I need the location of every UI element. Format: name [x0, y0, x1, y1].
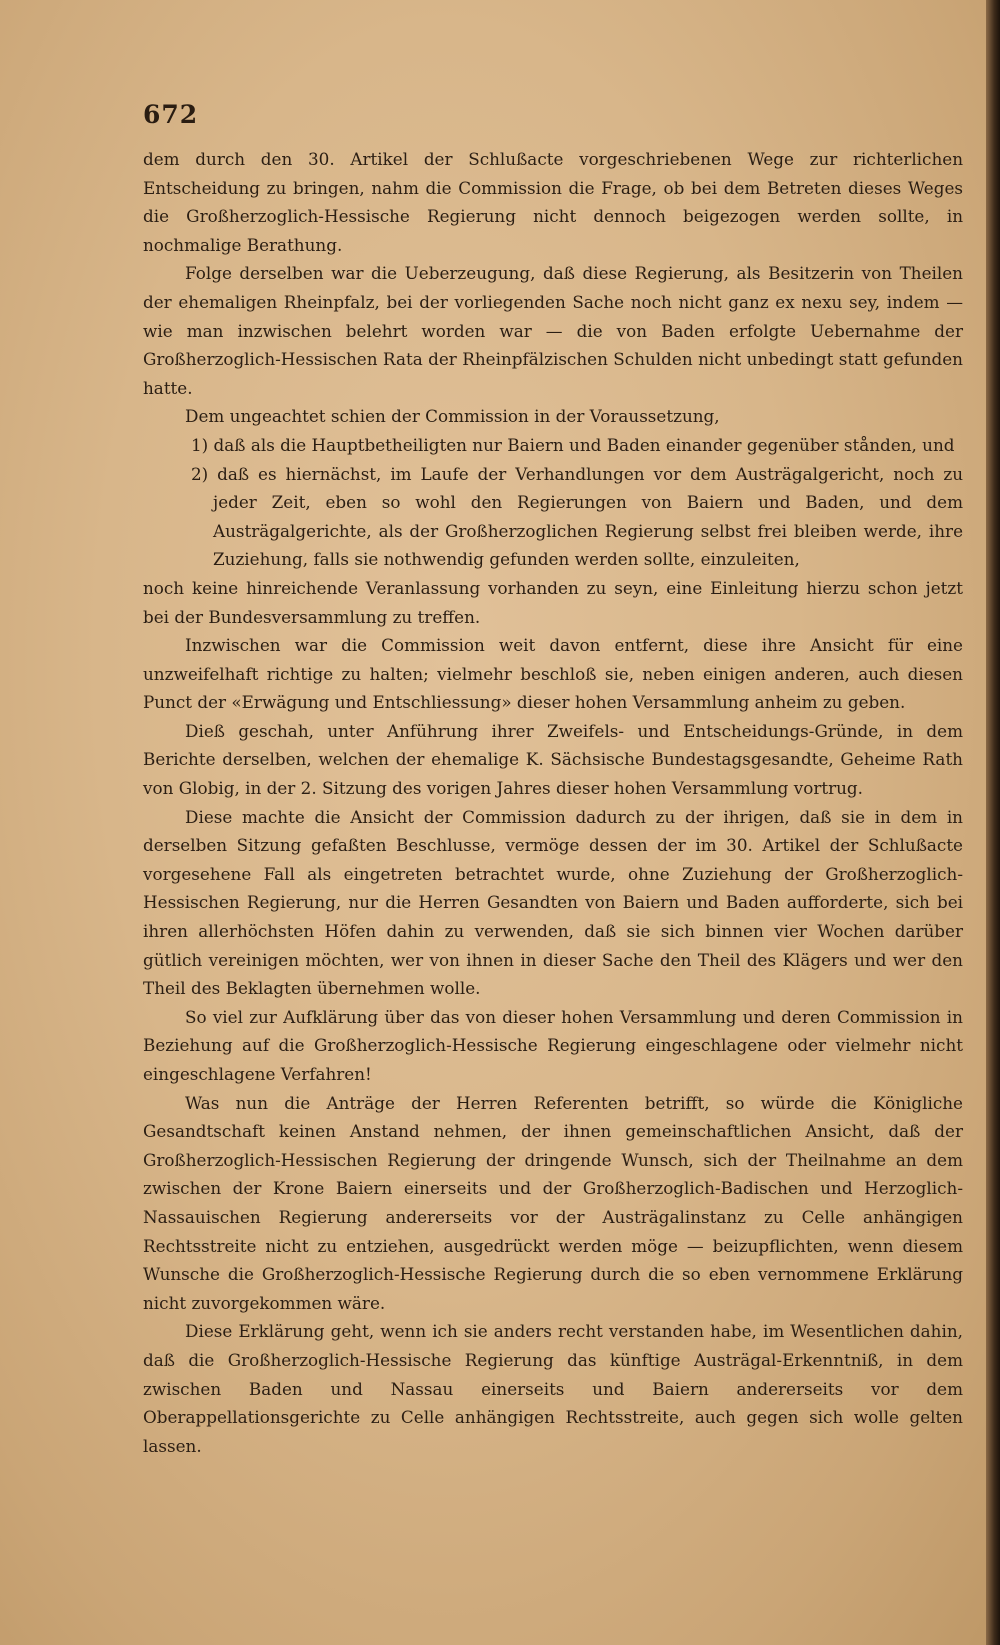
- paragraph-conviction: Folge derselben war die Ueberzeugung, daß diese Regierung, als Besitzerin von Theilen der ehemaligen Rheinpfalz, bei der vorliegenden Sache noch nicht ganz ex nexu sey, indem — wie man inzwischen belehrt worden war — die von Baden erfolgte Uebernahme der Großherzoglich-Hessischen Rata der Rheinpfälzischen Schulden nicht unbedingt statt gefunden hatte.: [143, 263, 963, 398]
- paragraph-meanwhile: Inzwischen war die Commission weit davon entfernt, diese ihre Ansicht für eine unzweifelhaft richtige zu halten; vielmehr beschloß sie, neben einigen anderen, auch diesen Punct der «Erwägung und Entschliessung» dieser hohen Versammlung anheim zu geben.: [143, 635, 963, 713]
- paragraph-motions: Was nun die Anträge der Herren Referenten betrifft, so würde die Königliche Gesandtschaft keinen Anstand nehmen, der ihnen gemeinschaftlichen Ansicht, daß der Großherzoglich-Hessischen Regierung der dringende Wunsch, sich der Theilnahme an dem zwischen der Krone Baiern einerseits und der Großherzoglich-Badischen und Herzoglich-Nassauischen Regierung andererseits vor der Austrägalinstanz zu Celle anhängigen Rechtsstreite nicht zu entziehen, ausgedrückt werden möge — beizupflichten, wenn diesem Wunsche die Großherzoglich-Hessische Regierung durch die so eben vernommene Erklärung nicht zuvorgekommen wäre.: [143, 1092, 963, 1313]
- paragraph-premise: Dem ungeachtet schien der Commission in der Voraussetzung,: [185, 406, 720, 427]
- page-header: [143, 100, 198, 129]
- paragraph-clarification: So viel zur Aufklärung über das von dieser hohen Versammlung und deren Commission in Beziehung auf die Großherzoglich-Hessische Regierung eingeschlagene oder vielmehr nicht eingeschlagene Verfahren!: [143, 1006, 963, 1084]
- list-item-2: 2) daß es hiernächst, im Laufe der Verhandlungen vor dem Austrägalgericht, noch zu jeder Zeit, eben so wohl den Regierungen von Baiern und Baden, und dem Austrägalgerichte, als der Großherzoglichen Regierung selbst frei bleiben werde, ihre Zuziehung, falls sie nothwendig gefunden werden sollte, einzuleiten,: [191, 463, 963, 570]
- page-number: 672: [143, 100, 199, 129]
- paragraph-no-occasion: noch keine hinreichende Veranlassung vorhanden zu seyn, eine Einleitung hierzu schon jetzt bei der Bundesversammlung zu treffen.: [143, 577, 963, 627]
- paragraph-resolution: Diese machte die Ansicht der Commission dadurch zu der ihrigen, daß sie in dem in derselben Sitzung gefaßten Beschlusse, vermöge dessen der im 30. Artikel der Schlußacte vorgesehene Fall als eingetreten betrachtet wurde, ohne Zuziehung der Großherzoglich-Hessischen Regierung, nur die Herren Gesandten von Baiern und Baden aufforderte, sich bei ihren allerhöchsten Höfen dahin zu verwenden, daß sie sich binnen vier Wochen darüber gütlich vereinigen möchten, wer von ihnen in dieser Sache den Theil des Klägers und wer den Theil des Beklagten übernehmen wolle.: [143, 806, 963, 999]
- body-text: [143, 145, 963, 1460]
- paragraph-declaration: Diese Erklärung geht, wenn ich sie anders recht verstanden habe, im Wesentlichen dahin, daß die Großherzoglich-Hessische Regierung das künftige Austrägal-Erkenntniß, in dem zwischen Baden und Nassau einerseits und Baiern andererseits vor dem Oberappellationsgerichte zu Celle anhängigen Rechtsstreite, auch gegen sich wolle gelten lassen.: [143, 1321, 963, 1456]
- list-item-1: 1) daß als die Hauptbetheiligten nur Baiern und Baden einander gegenüber stånden, und: [191, 434, 955, 455]
- book-spine-edge: [986, 0, 1000, 1645]
- paragraph-commission-question: dem durch den 30. Artikel der Schlußacte vorgeschriebenen Wege zur richterlichen Entscheidung zu bringen, nahm die Commission die Frage, ob bei dem Betreten dieses Weges die Großherzoglich-Hessische Regierung nicht dennoch beigezogen werden sollte, in nochmalige Berathung.: [143, 149, 963, 255]
- paragraph-report: Dieß geschah, unter Anführung ihrer Zweifels- und Entscheidungs-Gründe, in dem Berichte derselben, welchen der ehemalige K. Sächsische Bundestagsgesandte, Geheime Rath von Globig, in der 2. Sitzung des vorigen Jahres dieser hohen Versammlung vortrug.: [143, 720, 963, 799]
